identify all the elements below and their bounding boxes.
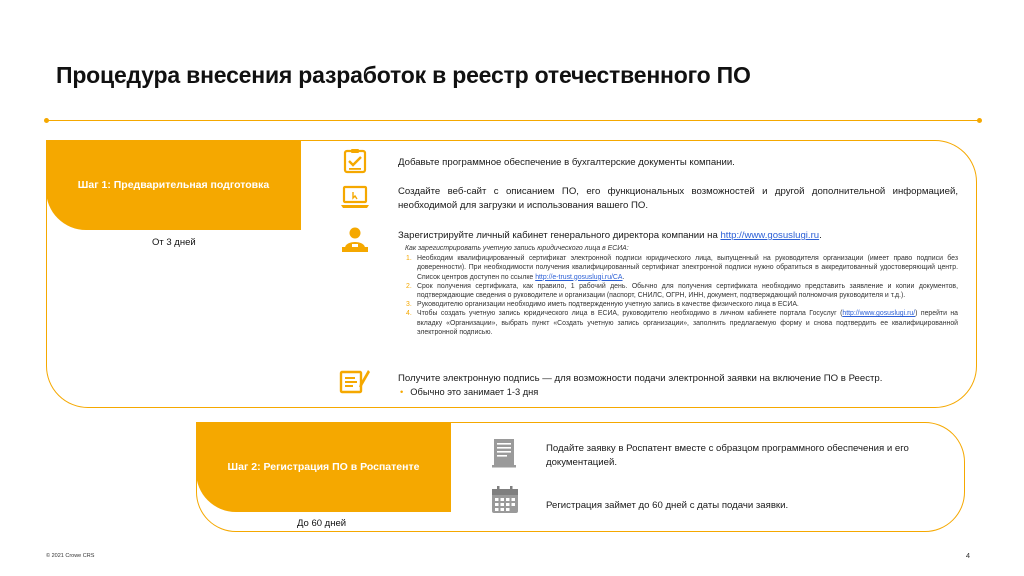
esia-step-2: 2. Срок получения сертификата, как правило, 1 рабочий день. Обычно для получения сертификата необходимо представить заявление и копии документов, подтверждающие сведения о руководителе и организации (паспорт, СНИЛС, ОГРН, ИНН, документ, подтверждающий полномочия руководителя и т.д.). — [406, 282, 958, 300]
signature-document-icon — [339, 366, 371, 394]
esia-step-1: 1. Необходим квалифицированный сертификат электронной подписи юридического лица, выпущенный на руководителя организации (имеет право подписи без доверенности). При необходимости получения квалифицированный сертификат электронной подписи нужно обратиться в аккредитованный удостоверяющий центр. Список центров доступен по ссылке http://e-trust.gosuslugi.ru/CA. — [406, 255, 958, 281]
esia-step-1-text: Необходим квалифицированный сертификат электронной подписи юридического лица, выпущенный на руководителя организации (имеет право подписи без доверенности). При необходимости получения квалифицированный сертификат электронной подписи нужно обратиться в аккредитованный удостоверяющий центр. Список центров доступен по ссылке — [417, 255, 958, 281]
step1-label: Шаг 1: Предварительная подготовка — [77, 179, 270, 191]
calendar-icon — [490, 485, 520, 515]
laptop-icon — [340, 185, 370, 209]
page-title: Процедура внесения разработок в реестр отечественного ПО — [56, 62, 751, 88]
footer-copyright: © 2021 Crowe CRS — [46, 553, 95, 559]
step1-item-website: Создайте веб-сайт с описанием ПО, его функциональных возможностей и другой дополнительной информацией, необходимой для загрузки и использования вашего ПО. — [398, 186, 958, 211]
step1-item-gosuslugi — [398, 229, 958, 243]
signature-duration-bullet: • Обычно это занимает 1-3 дня — [400, 387, 539, 397]
step2-label-box — [196, 422, 451, 512]
e-trust-link[interactable]: http://e-trust.gosuslugi.ru/CA — [535, 273, 623, 281]
step1-item-accounting: Добавьте программное обеспечение в бухгалтерские документы компании. — [398, 157, 735, 168]
esia-step-4-end: ) перейти на вкладку «Организации», выбрать пункт «Создать учетную запись организации», заполнить предлагаемую форму и снова подтвердить ее квалифицированной электронной подписью. — [417, 310, 958, 336]
step2-label: Шаг 2: Регистрация ПО в Роспатенте — [227, 461, 420, 473]
user-at-desk-icon — [340, 226, 370, 254]
gosuslugi-portal-link[interactable]: http://www.gosuslugi.ru/ — [842, 310, 916, 318]
esia-title: Как зарегистрировать учетную запись юридического лица в ЕСИА: — [405, 245, 629, 252]
title-divider — [46, 120, 980, 121]
gosuslugi-text: Зарегистрируйте личный кабинет генерального директора компании на — [398, 230, 721, 241]
esia-instructions — [405, 244, 958, 337]
esia-step-4: 4. Чтобы создать учетную запись юридического лица в ЕСИА, руководителю необходимо в личном кабинете портала Госуслуг (http://www.gosuslugi.ru/) перейти на вкладку «Организации», выбрать пункт «Создать учетную запись организации», заполнить предлагаемую форму и снова подтвердить ее квалифицированной электронной подписью. — [406, 310, 958, 336]
step2-item-registration: Регистрация займет до 60 дней с даты подачи заявки. — [546, 500, 789, 511]
esia-step-2-text: Срок получения сертификата, как правило, 1 рабочий день. Обычно для получения сертификата необходимо представить заявление и копии документов, подтверждающие сведения о руководителе и организации (паспорт, СНИЛС, ОГРН, ИНН, документ, подтверждающий полномочия руководителя и т.д.). — [417, 282, 958, 300]
esia-step-1-end: . — [622, 273, 625, 281]
step1-item-signature: Получите электронную подпись — для возможности подачи электронной заявки на включение ПО в Реестр. — [398, 373, 883, 384]
step2-item-application: Подайте заявку в Роспатент вместе с образцом программного обеспечения и его документацией. — [546, 443, 909, 468]
signature-duration-text: Обычно это занимает 1-3 дня — [410, 387, 539, 397]
gosuslugi-link[interactable]: http://www.gosuslugi.ru — [720, 230, 820, 241]
document-icon — [492, 438, 516, 468]
gosuslugi-end: . — [819, 230, 822, 241]
esia-step-3: 3. Руководителю организации необходимо иметь подтвержденную учетную запись в качестве физического лица в ЕСИА. — [406, 301, 799, 309]
page-number: 4 — [965, 551, 970, 560]
esia-step-3-text: Руководителю организации необходимо иметь подтвержденную учетную запись в качестве физического лица в ЕСИА. — [417, 301, 799, 309]
step1-label-box — [46, 140, 301, 230]
step1-duration: От 3 дней — [152, 237, 196, 248]
checklist-icon — [342, 148, 368, 174]
step2-duration: До 60 дней — [297, 518, 347, 529]
esia-step-4-text: Чтобы создать учетную запись юридического лица в ЕСИА, руководителю необходимо в личном кабинете портала Госуслуг ( — [417, 310, 843, 318]
